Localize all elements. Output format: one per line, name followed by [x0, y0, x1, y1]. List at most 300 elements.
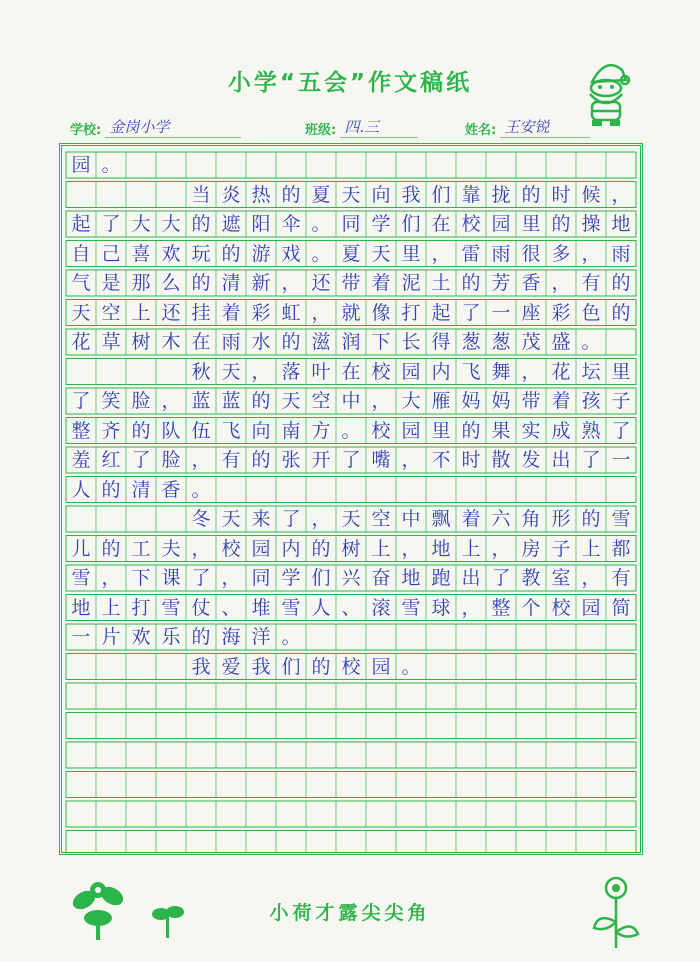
- grid-cell: [546, 654, 576, 680]
- grid-cell: 带: [521, 390, 541, 412]
- grid-cell: 花: [551, 360, 571, 383]
- grid-cell: [546, 683, 576, 709]
- grid-cell: 形: [551, 508, 571, 530]
- grid-cell: 室: [551, 567, 571, 589]
- grid-cell: 欢: [161, 242, 181, 265]
- grid-cell: 出: [551, 449, 571, 471]
- grid-cell: [276, 801, 306, 827]
- grid-cell: 。: [281, 626, 301, 648]
- grid-cell: [426, 477, 456, 503]
- grid-cell: [396, 801, 426, 827]
- grid-cell: 中: [401, 508, 421, 530]
- grid-cell: [276, 152, 306, 178]
- grid-cell: 校: [341, 655, 361, 678]
- grid-cell: 虹: [281, 301, 301, 324]
- grid-cell: 脸: [131, 390, 151, 412]
- grid-cell: [486, 624, 516, 650]
- grid-cell: 蓝: [221, 390, 241, 412]
- grid-cell: [276, 683, 306, 709]
- grid-cell: [486, 152, 516, 178]
- grid-cell: [426, 801, 456, 827]
- grid-cell: 一: [71, 626, 91, 648]
- grid-cell: [246, 772, 276, 798]
- grid-cell: [186, 152, 216, 178]
- grid-cell: 园: [401, 419, 421, 442]
- grid-cell: 热: [251, 183, 271, 206]
- grid-cell: 香: [161, 478, 181, 501]
- grid-cell: 彩: [251, 301, 271, 324]
- grid-cell: 遮: [221, 213, 241, 235]
- grid-cell: 的: [611, 301, 631, 324]
- grid-cell: [126, 506, 156, 532]
- grid-cell: [336, 713, 366, 739]
- grid-cell: [546, 152, 576, 178]
- grid-cell: 嘴: [371, 449, 391, 471]
- grid-cell: [516, 624, 546, 650]
- grid-cell: 新: [251, 272, 271, 294]
- grid-cell: 飞: [221, 419, 241, 442]
- grid-cell: 了: [491, 567, 511, 589]
- grid-cell: ，: [281, 272, 301, 294]
- grid-cell: 空: [311, 390, 331, 412]
- grid-cell: [126, 182, 156, 208]
- grid-cell: 润: [341, 331, 361, 353]
- essay-line: [66, 359, 636, 385]
- grid-cell: [156, 742, 186, 768]
- grid-cell: [486, 742, 516, 768]
- grid-cell: [516, 801, 546, 827]
- grid-cell: [456, 654, 486, 680]
- grid-cell: [186, 683, 216, 709]
- grid-cell: 彩: [551, 301, 571, 324]
- essay-line: [66, 418, 636, 444]
- grid-cell: [516, 713, 546, 739]
- essay-line: [66, 595, 636, 621]
- grid-cell: [216, 772, 246, 798]
- grid-cell: 成: [551, 419, 571, 442]
- grid-cell: [246, 713, 276, 739]
- grid-cell: 香: [521, 272, 541, 294]
- grid-cell: [96, 742, 126, 768]
- grid-cell: 爱: [221, 655, 241, 678]
- grid-cell: [96, 182, 126, 208]
- grid-cell: [396, 831, 426, 857]
- grid-cell: 角: [521, 508, 541, 530]
- flower-right-icon: [586, 872, 642, 952]
- grid-cell: 羞: [71, 449, 91, 471]
- grid-cell: 儿: [71, 537, 91, 560]
- grid-cell: 玩: [191, 242, 211, 265]
- grid-cell: 、: [221, 596, 241, 619]
- grid-cell: 大: [401, 390, 421, 412]
- grid-cell: 叶: [311, 360, 331, 383]
- grid-cell: [156, 654, 186, 680]
- grid-cell: [606, 152, 636, 178]
- name-value: 王安锐: [500, 116, 590, 138]
- grid-cell: [606, 329, 636, 355]
- page-title: 小学“五会”作文稿纸: [227, 70, 473, 96]
- grid-cell: ，: [401, 449, 421, 471]
- grid-cell: 在: [341, 360, 361, 383]
- grid-cell: 时: [551, 183, 571, 206]
- grid-cell: [336, 831, 366, 857]
- grid-cell: 下: [131, 567, 151, 589]
- grid-cell: ，: [101, 567, 121, 589]
- grid-cell: 得: [431, 331, 451, 353]
- grid-cell: 了: [101, 213, 121, 235]
- grid-cell: 冬: [191, 508, 211, 530]
- grid-cell: 茂: [521, 331, 541, 353]
- grid-cell: [426, 683, 456, 709]
- grid-cell: 球: [431, 596, 451, 619]
- class-field: [305, 116, 418, 138]
- grid-cell: [96, 683, 126, 709]
- grid-cell: 下: [371, 331, 391, 353]
- grid-cell: 么: [161, 272, 181, 294]
- essay-line: [66, 683, 636, 709]
- grid-cell: 了: [191, 567, 211, 589]
- grid-cell: [516, 772, 546, 798]
- grid-cell: 就: [341, 301, 361, 324]
- grid-cell: [486, 683, 516, 709]
- grid-cell: 孩: [581, 390, 601, 412]
- grid-cell: 多: [551, 242, 571, 265]
- grid-cell: 的: [101, 478, 121, 501]
- grid-cell: [576, 772, 606, 798]
- grid-cell: 的: [251, 449, 271, 471]
- grid-cell: [456, 742, 486, 768]
- essay-line: [66, 536, 636, 562]
- essay-line: [66, 801, 636, 827]
- grid-cell: 挂: [191, 301, 211, 324]
- grid-cell: [66, 654, 96, 680]
- essay-line: [66, 831, 636, 857]
- grid-cell: [396, 624, 426, 650]
- grid-cell: [576, 152, 606, 178]
- grid-cell: 一: [611, 449, 631, 471]
- grid-cell: [306, 477, 336, 503]
- grid-cell: 跑: [431, 567, 451, 589]
- grid-cell: [606, 772, 636, 798]
- grid-cell: 中: [341, 390, 361, 412]
- grid-cell: 地: [431, 537, 451, 560]
- grid-cell: ，: [461, 596, 481, 619]
- grid-cell: [216, 742, 246, 768]
- grid-cell: 飘: [431, 508, 451, 530]
- grid-cell: [216, 831, 246, 857]
- grid-cell: 天: [221, 508, 241, 530]
- grid-cell: 地: [611, 213, 631, 235]
- grid-cell: 起: [71, 213, 91, 235]
- grid-cell: 着: [371, 272, 391, 294]
- grid-cell: 在: [191, 331, 211, 353]
- school-value: 金岗小学: [105, 116, 241, 138]
- grid-cell: ，: [491, 537, 511, 560]
- grid-cell: [456, 801, 486, 827]
- grid-cell: [336, 683, 366, 709]
- grid-cell: 园: [371, 655, 391, 678]
- grid-cell: 天: [281, 390, 301, 412]
- grid-cell: 海: [221, 626, 241, 648]
- essay-line: [66, 241, 636, 267]
- grid-cell: [276, 742, 306, 768]
- grid-cell: [66, 713, 96, 739]
- grid-cell: [66, 831, 96, 857]
- grid-cell: [456, 831, 486, 857]
- grid-cell: 在: [431, 213, 451, 235]
- grid-cell: 的: [611, 272, 631, 294]
- grid-cell: 我: [251, 655, 271, 678]
- grid-cell: [66, 359, 96, 385]
- grid-cell: 张: [281, 449, 301, 471]
- grid-cell: 喜: [131, 242, 151, 265]
- grid-cell: [126, 654, 156, 680]
- grid-cell: [156, 772, 186, 798]
- grid-cell: [546, 624, 576, 650]
- grid-cell: [396, 477, 426, 503]
- grid-cell: 地: [401, 567, 421, 589]
- grid-cell: 是: [101, 272, 121, 294]
- grid-cell: [336, 152, 366, 178]
- grid-cell: [306, 152, 336, 178]
- grid-cell: [366, 624, 396, 650]
- grid-cell: 堆: [251, 596, 271, 619]
- grid-cell: 洋: [251, 626, 271, 648]
- grid-cell: [366, 772, 396, 798]
- class-value: 四.三: [340, 116, 418, 138]
- grid-cell: 们: [281, 655, 301, 678]
- grid-cell: ，: [611, 183, 631, 206]
- grid-cell: 自: [71, 242, 91, 265]
- grid-cell: 里: [431, 419, 451, 442]
- grid-cell: [126, 801, 156, 827]
- grid-cell: 散: [491, 449, 511, 471]
- grid-cell: [426, 152, 456, 178]
- grid-cell: 队: [161, 419, 181, 442]
- grid-cell: 还: [161, 301, 181, 324]
- grid-cell: [426, 624, 456, 650]
- grid-cell: 们: [311, 567, 331, 589]
- grid-cell: 果: [491, 419, 511, 442]
- grid-cell: 天: [341, 183, 361, 206]
- grid-cell: 滋: [311, 331, 331, 353]
- grid-cell: [126, 152, 156, 178]
- grid-cell: [156, 683, 186, 709]
- grid-cell: [516, 477, 546, 503]
- grid-cell: ，: [401, 537, 421, 560]
- grid-cell: 南: [281, 419, 301, 442]
- grid-cell: [186, 831, 216, 857]
- grid-cell: 的: [131, 419, 151, 442]
- grid-cell: 内: [281, 537, 301, 560]
- essay-line: [66, 182, 636, 208]
- grid-cell: 学: [371, 213, 391, 235]
- grid-cell: 芳: [491, 272, 511, 294]
- grid-cell: [156, 713, 186, 739]
- grid-cell: 花: [71, 331, 91, 353]
- grid-cell: [276, 831, 306, 857]
- grid-cell: ，: [431, 242, 451, 265]
- grid-cell: 舞: [491, 360, 511, 383]
- grid-cell: 园: [251, 537, 271, 560]
- grid-cell: 里: [521, 213, 541, 235]
- essay-line: [66, 270, 636, 296]
- grid-cell: 。: [581, 331, 601, 353]
- grid-cell: 校: [461, 213, 481, 235]
- grid-cell: [426, 831, 456, 857]
- grid-cell: 着: [551, 390, 571, 412]
- grid-cell: [336, 624, 366, 650]
- grid-cell: 向: [371, 183, 391, 206]
- grid-cell: 园: [71, 154, 91, 176]
- grid-cell: 六: [491, 508, 511, 530]
- grid-cell: [486, 713, 516, 739]
- grid-cell: 打: [401, 301, 421, 324]
- grid-cell: [576, 801, 606, 827]
- grid-cell: 雷: [461, 242, 481, 265]
- class-label: 班级:: [305, 123, 337, 138]
- grid-cell: 出: [461, 567, 481, 589]
- grid-cell: [186, 801, 216, 827]
- grid-cell: 雪: [611, 508, 631, 530]
- grid-cell: [126, 742, 156, 768]
- grid-cell: [606, 624, 636, 650]
- grid-cell: ，: [161, 390, 181, 412]
- grid-cell: 大: [161, 213, 181, 235]
- grid-cell: 阳: [251, 213, 271, 235]
- grid-cell: 。: [401, 655, 421, 678]
- grid-cell: 里: [401, 242, 421, 265]
- name-label: 姓名:: [465, 123, 497, 138]
- grid-cell: [486, 801, 516, 827]
- sprout-icon: [150, 900, 186, 940]
- grid-cell: 己: [101, 242, 121, 265]
- grid-cell: [66, 182, 96, 208]
- grid-cell: 我: [191, 655, 211, 678]
- grid-cell: [186, 772, 216, 798]
- grid-cell: 教: [521, 567, 541, 589]
- grid-cell: 那: [131, 272, 151, 294]
- grid-cell: 的: [281, 183, 301, 206]
- grid-cell: [516, 742, 546, 768]
- grid-cell: 夫: [161, 537, 181, 560]
- grid-cell: 的: [191, 272, 211, 294]
- grid-cell: [456, 683, 486, 709]
- grid-cell: 园: [491, 213, 511, 235]
- grid-cell: 奋: [371, 567, 391, 589]
- grid-cell: 飞: [461, 360, 481, 383]
- grid-cell: [306, 801, 336, 827]
- grid-cell: ，: [521, 360, 541, 383]
- essay-line: [66, 329, 636, 355]
- grid-cell: 上: [131, 301, 151, 324]
- grid-cell: 雨: [221, 331, 241, 353]
- grid-cell: [546, 742, 576, 768]
- grid-cell: 同: [251, 567, 271, 589]
- grid-cell: 的: [551, 213, 571, 235]
- grid-cell: 时: [461, 449, 481, 471]
- grid-cell: [486, 654, 516, 680]
- grid-cell: 的: [191, 213, 211, 235]
- grid-cell: [366, 713, 396, 739]
- grid-cell: [96, 801, 126, 827]
- grid-cell: 空: [101, 301, 121, 324]
- grid-cell: 像: [371, 301, 391, 324]
- grid-cell: 雨: [611, 242, 631, 265]
- grid-cell: 葱: [491, 331, 511, 353]
- grid-cell: 校: [371, 360, 391, 383]
- grid-cell: 有: [611, 567, 631, 589]
- grid-cell: 夏: [311, 183, 331, 206]
- grid-cell: [126, 713, 156, 739]
- grid-cell: [306, 683, 336, 709]
- grid-cell: [96, 506, 126, 532]
- grid-cell: [396, 683, 426, 709]
- grid-cell: 色: [581, 301, 601, 324]
- grid-cell: [66, 683, 96, 709]
- grid-cell: [366, 801, 396, 827]
- grid-cell: [606, 742, 636, 768]
- grid-cell: 树: [131, 331, 151, 353]
- grid-cell: 蓝: [191, 390, 211, 412]
- grid-cell: 。: [311, 242, 331, 265]
- grid-cell: 雁: [431, 390, 451, 412]
- grid-cell: 炎: [221, 183, 241, 206]
- grid-cell: [126, 772, 156, 798]
- essay-line: [66, 713, 636, 739]
- grid-cell: [456, 152, 486, 178]
- grid-cell: [66, 742, 96, 768]
- grid-cell: [156, 506, 186, 532]
- grid-cell: 房: [521, 537, 541, 560]
- grid-cell: [576, 624, 606, 650]
- essay-line: [66, 654, 636, 680]
- grid-cell: 都: [611, 537, 631, 560]
- grid-cell: 了: [341, 449, 361, 471]
- grid-cell: [396, 772, 426, 798]
- grid-cell: 子: [611, 390, 631, 412]
- grid-cell: 发: [521, 449, 541, 471]
- grid-cell: 我: [401, 183, 421, 206]
- grid-cell: 气: [71, 272, 91, 294]
- grid-cell: 齐: [101, 419, 121, 442]
- grid-cell: 了: [461, 301, 481, 324]
- grid-cell: ，: [311, 508, 331, 530]
- grid-cell: 内: [431, 360, 451, 383]
- grid-cell: 操: [581, 213, 601, 235]
- grid-cell: 上: [461, 537, 481, 560]
- grid-cell: 的: [461, 419, 481, 442]
- grid-cell: [186, 742, 216, 768]
- grid-cell: 着: [221, 301, 241, 324]
- grid-cell: 子: [551, 537, 571, 560]
- grid-cell: [96, 831, 126, 857]
- grid-cell: [576, 713, 606, 739]
- grid-cell: [486, 831, 516, 857]
- grid-cell: 红: [101, 449, 121, 471]
- grid-cell: [96, 654, 126, 680]
- grid-cell: 的: [191, 626, 211, 648]
- grid-cell: 雪: [281, 596, 301, 619]
- grid-cell: ，: [251, 360, 271, 383]
- grid-cell: 们: [431, 183, 451, 206]
- grid-cell: 清: [221, 272, 241, 294]
- grid-cell: 课: [161, 567, 181, 589]
- grid-cell: 上: [371, 537, 391, 560]
- grid-cell: 了: [71, 390, 91, 412]
- grid-cell: 拢: [491, 183, 511, 206]
- grid-cell: [576, 742, 606, 768]
